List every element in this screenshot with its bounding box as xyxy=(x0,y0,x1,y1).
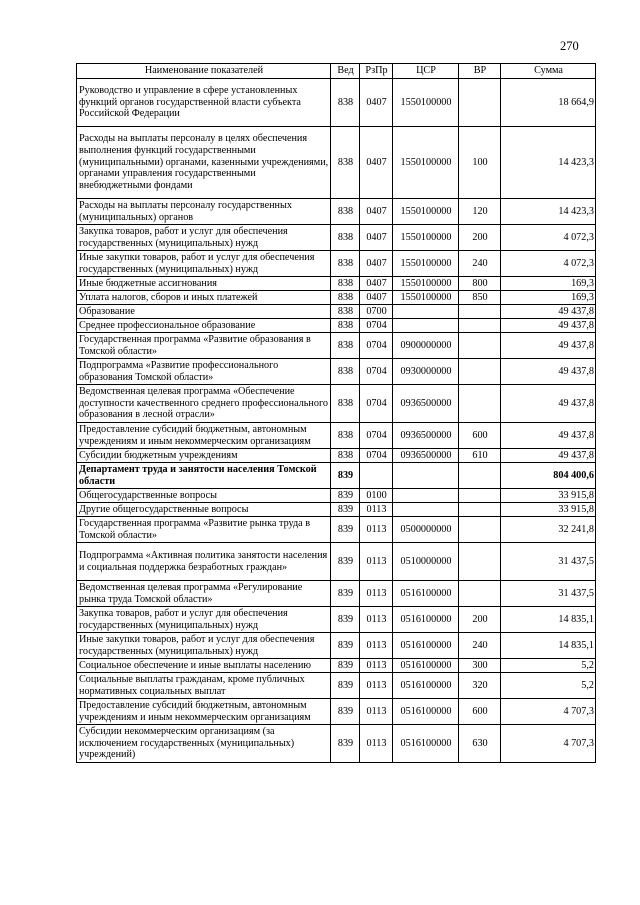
table-row xyxy=(77,489,596,503)
cell-name: Субсидии бюджетным учреждениям xyxy=(77,449,331,463)
cell-vr: 850 xyxy=(459,291,501,305)
table-row xyxy=(77,725,596,763)
cell-name: Уплата налогов, сборов и иных платежей xyxy=(77,291,331,305)
cell-sum: 169,3 xyxy=(501,291,596,305)
cell-ved: 839 xyxy=(331,725,360,763)
cell-ved: 838 xyxy=(331,225,360,251)
column-header-ved: Вед xyxy=(331,64,360,79)
cell-sum: 33 915,8 xyxy=(501,503,596,517)
cell-sum: 49 437,8 xyxy=(501,423,596,449)
cell-ved: 839 xyxy=(331,517,360,543)
cell-csr: 0516100000 xyxy=(393,699,459,725)
cell-vr: 600 xyxy=(459,699,501,725)
cell-csr: 0930000000 xyxy=(393,359,459,385)
cell-sum: 33 915,8 xyxy=(501,489,596,503)
table-row xyxy=(77,633,596,659)
cell-vr xyxy=(459,79,501,127)
table-row xyxy=(77,127,596,199)
table-row xyxy=(77,291,596,305)
table-row xyxy=(77,277,596,291)
cell-rzpr: 0113 xyxy=(360,633,393,659)
cell-csr: 1550100000 xyxy=(393,277,459,291)
cell-vr: 600 xyxy=(459,423,501,449)
cell-csr: 1550100000 xyxy=(393,127,459,199)
cell-csr: 0516100000 xyxy=(393,659,459,673)
cell-sum: 18 664,9 xyxy=(501,79,596,127)
column-header-rzpr: РзПр xyxy=(360,64,393,79)
cell-name: Государственная программа «Развитие образования в Томской области» xyxy=(77,333,331,359)
table-row xyxy=(77,251,596,277)
cell-csr: 0516100000 xyxy=(393,607,459,633)
cell-rzpr: 0407 xyxy=(360,127,393,199)
cell-csr: 1550100000 xyxy=(393,225,459,251)
cell-vr xyxy=(459,305,501,319)
table-row xyxy=(77,385,596,423)
cell-csr: 0936500000 xyxy=(393,449,459,463)
cell-rzpr: 0407 xyxy=(360,79,393,127)
cell-name: Иные закупки товаров, работ и услуг для обеспечения государственных (муниципальных) нужд xyxy=(77,633,331,659)
cell-sum: 49 437,8 xyxy=(501,305,596,319)
cell-rzpr: 0704 xyxy=(360,385,393,423)
cell-vr: 630 xyxy=(459,725,501,763)
table-row xyxy=(77,199,596,225)
cell-name: Закупка товаров, работ и услуг для обеспечения государственных (муниципальных) нужд xyxy=(77,225,331,251)
cell-vr xyxy=(459,517,501,543)
cell-sum: 14 423,3 xyxy=(501,199,596,225)
cell-sum: 4 072,3 xyxy=(501,251,596,277)
cell-csr xyxy=(393,503,459,517)
cell-rzpr: 0113 xyxy=(360,581,393,607)
table-row xyxy=(77,305,596,319)
cell-name: Другие общегосударственные вопросы xyxy=(77,503,331,517)
cell-ved: 838 xyxy=(331,199,360,225)
cell-rzpr: 0704 xyxy=(360,449,393,463)
cell-name: Департамент труда и занятости населения Томской области xyxy=(77,463,331,489)
table-row xyxy=(77,359,596,385)
cell-rzpr: 0113 xyxy=(360,503,393,517)
cell-ved: 838 xyxy=(331,423,360,449)
cell-vr: 300 xyxy=(459,659,501,673)
table-row xyxy=(77,673,596,699)
cell-csr xyxy=(393,489,459,503)
cell-ved: 839 xyxy=(331,543,360,581)
cell-name: Закупка товаров, работ и услуг для обеспечения государственных (муниципальных) нужд xyxy=(77,607,331,633)
table-row xyxy=(77,225,596,251)
cell-rzpr: 0113 xyxy=(360,607,393,633)
cell-vr: 200 xyxy=(459,607,501,633)
cell-ved: 838 xyxy=(331,251,360,277)
cell-csr xyxy=(393,463,459,489)
cell-csr: 1550100000 xyxy=(393,251,459,277)
table-row xyxy=(77,699,596,725)
cell-vr xyxy=(459,489,501,503)
cell-ved: 839 xyxy=(331,633,360,659)
cell-csr: 0936500000 xyxy=(393,423,459,449)
cell-sum: 169,3 xyxy=(501,277,596,291)
cell-sum: 49 437,8 xyxy=(501,319,596,333)
table-row xyxy=(77,607,596,633)
cell-name: Иные бюджетные ассигнования xyxy=(77,277,331,291)
cell-sum: 804 400,6 xyxy=(501,463,596,489)
cell-name: Общегосударственные вопросы xyxy=(77,489,331,503)
cell-vr: 200 xyxy=(459,225,501,251)
cell-sum: 14 835,1 xyxy=(501,633,596,659)
cell-rzpr: 0407 xyxy=(360,225,393,251)
cell-rzpr: 0113 xyxy=(360,699,393,725)
cell-ved: 838 xyxy=(331,127,360,199)
cell-csr: 0510000000 xyxy=(393,543,459,581)
cell-sum: 4 707,3 xyxy=(501,725,596,763)
cell-name: Социальное обеспечение и иные выплаты населению xyxy=(77,659,331,673)
cell-name: Иные закупки товаров, работ и услуг для обеспечения государственных (муниципальных) нужд xyxy=(77,251,331,277)
cell-csr: 1550100000 xyxy=(393,291,459,305)
cell-csr: 1550100000 xyxy=(393,79,459,127)
cell-rzpr: 0704 xyxy=(360,359,393,385)
cell-ved: 839 xyxy=(331,581,360,607)
cell-name: Предоставление субсидий бюджетным, автономным учреждениям и иным некоммерческим организациям xyxy=(77,699,331,725)
cell-name: Расходы на выплаты персоналу в целях обеспечения выполнения функций государственными (муниципальными) органами, казенными учреждениями, органами управления государственными внебюджетными фондами xyxy=(77,127,331,199)
cell-csr: 0516100000 xyxy=(393,633,459,659)
cell-rzpr: 0100 xyxy=(360,489,393,503)
cell-sum: 5,2 xyxy=(501,659,596,673)
table-body xyxy=(77,79,596,763)
cell-sum: 4 707,3 xyxy=(501,699,596,725)
table-row xyxy=(77,581,596,607)
cell-sum: 4 072,3 xyxy=(501,225,596,251)
cell-vr: 120 xyxy=(459,199,501,225)
cell-vr: 800 xyxy=(459,277,501,291)
cell-rzpr: 0700 xyxy=(360,305,393,319)
cell-vr xyxy=(459,543,501,581)
cell-name: Государственная программа «Развитие рынка труда в Томской области» xyxy=(77,517,331,543)
table-row xyxy=(77,463,596,489)
cell-vr: 240 xyxy=(459,251,501,277)
cell-rzpr: 0113 xyxy=(360,517,393,543)
cell-csr xyxy=(393,319,459,333)
cell-sum: 49 437,8 xyxy=(501,333,596,359)
cell-csr xyxy=(393,305,459,319)
cell-ved: 839 xyxy=(331,699,360,725)
cell-rzpr: 0113 xyxy=(360,673,393,699)
cell-vr xyxy=(459,581,501,607)
cell-sum: 31 437,5 xyxy=(501,543,596,581)
cell-name: Подпрограмма «Активная политика занятости населения и социальная поддержка безработных граждан» xyxy=(77,543,331,581)
cell-name: Предоставление субсидий бюджетным, автономным учреждениям и иным некоммерческим организациям xyxy=(77,423,331,449)
cell-sum: 49 437,8 xyxy=(501,385,596,423)
table-row xyxy=(77,423,596,449)
cell-sum: 14 423,3 xyxy=(501,127,596,199)
cell-name: Социальные выплаты гражданам, кроме публичных нормативных социальных выплат xyxy=(77,673,331,699)
table-row xyxy=(77,319,596,333)
cell-vr xyxy=(459,359,501,385)
cell-ved: 838 xyxy=(331,319,360,333)
cell-sum: 31 437,5 xyxy=(501,581,596,607)
cell-name: Расходы на выплаты персоналу государственных (муниципальных) органов xyxy=(77,199,331,225)
cell-ved: 838 xyxy=(331,291,360,305)
cell-rzpr: 0704 xyxy=(360,319,393,333)
cell-sum: 14 835,1 xyxy=(501,607,596,633)
cell-vr: 610 xyxy=(459,449,501,463)
cell-name: Руководство и управление в сфере установленных функций органов государственной власти субъекта Российской Федерации xyxy=(77,79,331,127)
cell-ved: 838 xyxy=(331,359,360,385)
cell-rzpr: 0407 xyxy=(360,199,393,225)
column-header-csr: ЦСР xyxy=(393,64,459,79)
cell-vr xyxy=(459,319,501,333)
cell-ved: 838 xyxy=(331,333,360,359)
budget-table xyxy=(76,63,596,763)
cell-ved: 839 xyxy=(331,503,360,517)
cell-ved: 838 xyxy=(331,449,360,463)
page-number: 270 xyxy=(560,39,579,53)
cell-ved: 838 xyxy=(331,305,360,319)
cell-sum: 49 437,8 xyxy=(501,449,596,463)
cell-vr: 320 xyxy=(459,673,501,699)
cell-name: Подпрограмма «Развитие профессионального образования Томской области» xyxy=(77,359,331,385)
cell-vr xyxy=(459,333,501,359)
cell-vr xyxy=(459,385,501,423)
cell-ved: 839 xyxy=(331,463,360,489)
cell-rzpr: 0407 xyxy=(360,277,393,291)
cell-csr: 0900000000 xyxy=(393,333,459,359)
cell-sum: 5,2 xyxy=(501,673,596,699)
cell-ved: 839 xyxy=(331,673,360,699)
table-row xyxy=(77,503,596,517)
cell-csr: 0516100000 xyxy=(393,725,459,763)
cell-ved: 839 xyxy=(331,607,360,633)
table-row xyxy=(77,449,596,463)
cell-ved: 838 xyxy=(331,79,360,127)
table-row xyxy=(77,79,596,127)
cell-csr: 0516100000 xyxy=(393,673,459,699)
table-row xyxy=(77,543,596,581)
cell-name: Образование xyxy=(77,305,331,319)
table-row xyxy=(77,659,596,673)
cell-csr: 0516100000 xyxy=(393,581,459,607)
cell-csr: 0936500000 xyxy=(393,385,459,423)
cell-rzpr: 0704 xyxy=(360,333,393,359)
cell-rzpr: 0704 xyxy=(360,423,393,449)
cell-vr xyxy=(459,503,501,517)
cell-vr xyxy=(459,463,501,489)
cell-rzpr: 0113 xyxy=(360,725,393,763)
table-row xyxy=(77,333,596,359)
cell-csr: 0500000000 xyxy=(393,517,459,543)
cell-sum: 32 241,8 xyxy=(501,517,596,543)
cell-rzpr: 0113 xyxy=(360,659,393,673)
cell-name: Ведомственная целевая программа «Обеспечение доступности качественного среднего профессионального образования в лесной отрасли» xyxy=(77,385,331,423)
cell-ved: 838 xyxy=(331,277,360,291)
cell-rzpr xyxy=(360,463,393,489)
cell-vr: 100 xyxy=(459,127,501,199)
cell-rzpr: 0407 xyxy=(360,251,393,277)
cell-rzpr: 0407 xyxy=(360,291,393,305)
cell-ved: 839 xyxy=(331,659,360,673)
cell-sum: 49 437,8 xyxy=(501,359,596,385)
table-row xyxy=(77,517,596,543)
cell-rzpr: 0113 xyxy=(360,543,393,581)
column-header-vr: ВР xyxy=(459,64,501,79)
column-header-sum: Сумма xyxy=(501,64,596,79)
table-header-row xyxy=(77,64,596,79)
cell-name: Ведомственная целевая программа «Регулирование рынка труда Томской области» xyxy=(77,581,331,607)
cell-vr: 240 xyxy=(459,633,501,659)
cell-ved: 838 xyxy=(331,385,360,423)
column-header-name: Наименование показателей xyxy=(77,64,331,79)
cell-name: Субсидии некоммерческим организациям (за исключением государственных (муниципальных) учреждений) xyxy=(77,725,331,763)
cell-csr: 1550100000 xyxy=(393,199,459,225)
cell-ved: 839 xyxy=(331,489,360,503)
cell-name: Среднее профессиональное образование xyxy=(77,319,331,333)
